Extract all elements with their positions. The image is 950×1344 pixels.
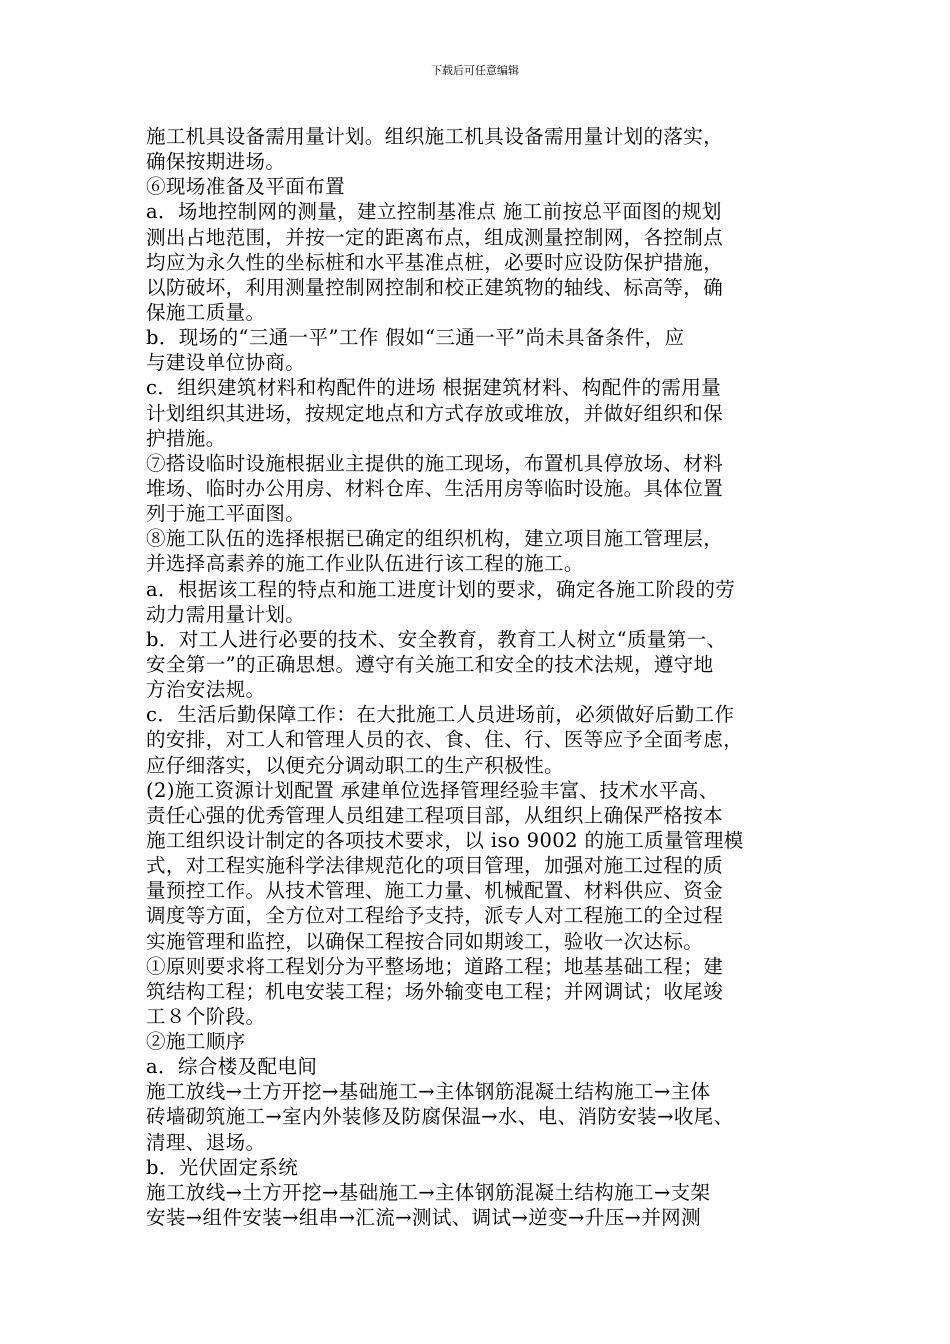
text-line: 砖墙砌筑施工→室内外装修及防腐保温→水、电、消防安装→收尾、 <box>146 1105 734 1129</box>
text-line: 方治安法规。 <box>146 678 266 702</box>
text-line: 列于施工平面图。 <box>146 502 306 526</box>
text-line: 施工放线→土方开挖→基础施工→主体钢筋混凝土结构施工→主体 <box>146 1080 711 1104</box>
text-line: 工８个阶段。 <box>146 1004 266 1028</box>
text-line: c．组织建筑材料和构配件的进场 根据建筑材料、构配件的需用量 <box>146 376 722 400</box>
text-line: 并选择高素养的施工作业队伍进行该工程的施工。 <box>146 552 584 576</box>
section-heading: ⑥现场准备及平面布置 <box>146 175 346 199</box>
text-line: ⑧施工队伍的选择根据已确定的组织机构，建立项目施工管理层， <box>146 527 724 551</box>
text-line: b．对工人进行必要的技术、安全教育，教育工人树立“质量第一、 <box>146 627 727 651</box>
text-line: 保施工质量。 <box>146 300 266 324</box>
text-line: 动力需用量计划。 <box>146 602 306 626</box>
text-line: 筑结构工程；机电安装工程；场外输变电工程；并网调试；收尾竣 <box>146 979 724 1003</box>
text-line: 安全第一”的正确思想。遵守有关施工和安全的技术法规，遵守地 <box>146 652 714 676</box>
text-line: 施工放线→土方开挖→基础施工→主体钢筋混凝土结构施工→支架 <box>146 1180 711 1204</box>
text-line: a．场地控制网的测量，建立控制基准点 施工前按总平面图的规划 <box>146 200 722 224</box>
text-line: 实施管理和监控，以确保工程按合同如期竣工，验收一次达标。 <box>146 929 704 953</box>
page-header: 下载后可任意编辑 <box>431 64 519 77</box>
text-line: 测出占地范围，并按一定的距离布点，组成测量控制网，各控制点 <box>146 225 724 249</box>
text-line: 与建设单位协商。 <box>146 351 306 375</box>
text-line: ①原则要求将工程划分为平整场地；道路工程；地基基础工程；建 <box>146 954 724 978</box>
text-line: 量预控工作。从技术管理、施工力量、机械配置、材料供应、资金 <box>146 879 724 903</box>
text-line: b．现场的“三通一平”工作 假如“三通一平”尚未具备条件，应 <box>146 326 685 350</box>
text-line: 的安排，对工人和管理人员的衣、食、住、行、医等应予全面考虑， <box>146 728 744 752</box>
text-line: 施工机具设备需用量计划。组织施工机具设备需用量计划的落实， <box>146 125 724 148</box>
text-line: (2)施工资源计划配置 承建单位选择管理经验丰富、技术水平高、 <box>146 778 719 802</box>
text-line: 以防破坏，利用测量控制网控制和校正建筑物的轴线、标高等，确 <box>146 275 724 299</box>
text-line: 安装→组件安装→组串→汇流→测试、调试→逆变→升压→并网测 <box>146 1206 701 1230</box>
text-line: a．综合楼及配电间 <box>146 1055 318 1079</box>
text-line: 施工组织设计制定的各项技术要求，以 iso 9002 的施工质量管理模 <box>146 828 744 852</box>
text-line: 计划组织其进场，按规定地点和方式存放或堆放，并做好组织和保 <box>146 401 724 425</box>
text-line: 调度等方面，全方位对工程给予支持，派专人对工程施工的全过程 <box>146 904 724 928</box>
text-line: 应仔细落实，以便充分调动职工的生产积极性。 <box>146 753 564 777</box>
text-line: a．根据该工程的特点和施工进度计划的要求，确定各施工阶段的劳 <box>146 577 736 601</box>
text-line: 责任心强的优秀管理人员组建工程项目部，从组织上确保严格按本 <box>146 803 724 827</box>
text-line: 式，对工程实施科学法律规范化的项目管理，加强对施工过程的质 <box>146 854 724 878</box>
text-line: 堆场、临时办公用房、材料仓库、生活用房等临时设施。具体位置 <box>146 476 724 500</box>
text-line: ⑦搭设临时设施根据业主提供的施工现场，布置机具停放场、材料 <box>146 451 724 475</box>
text-line: c．生活后勤保障工作：在大批施工人员进场前，必须做好后勤工作 <box>146 703 735 727</box>
text-line: 均应为永久性的坐标桩和水平基准点桩，必要时应设防保护措施， <box>146 250 724 274</box>
text-line: 护措施。 <box>146 426 226 450</box>
document-body <box>146 124 812 1230</box>
section-heading: ②施工顺序 <box>146 1030 246 1054</box>
text-line: 确保按期进场。 <box>146 150 286 174</box>
text-line: b．光伏固定系统 <box>146 1155 299 1179</box>
text-line: 清理、退场。 <box>146 1130 266 1154</box>
